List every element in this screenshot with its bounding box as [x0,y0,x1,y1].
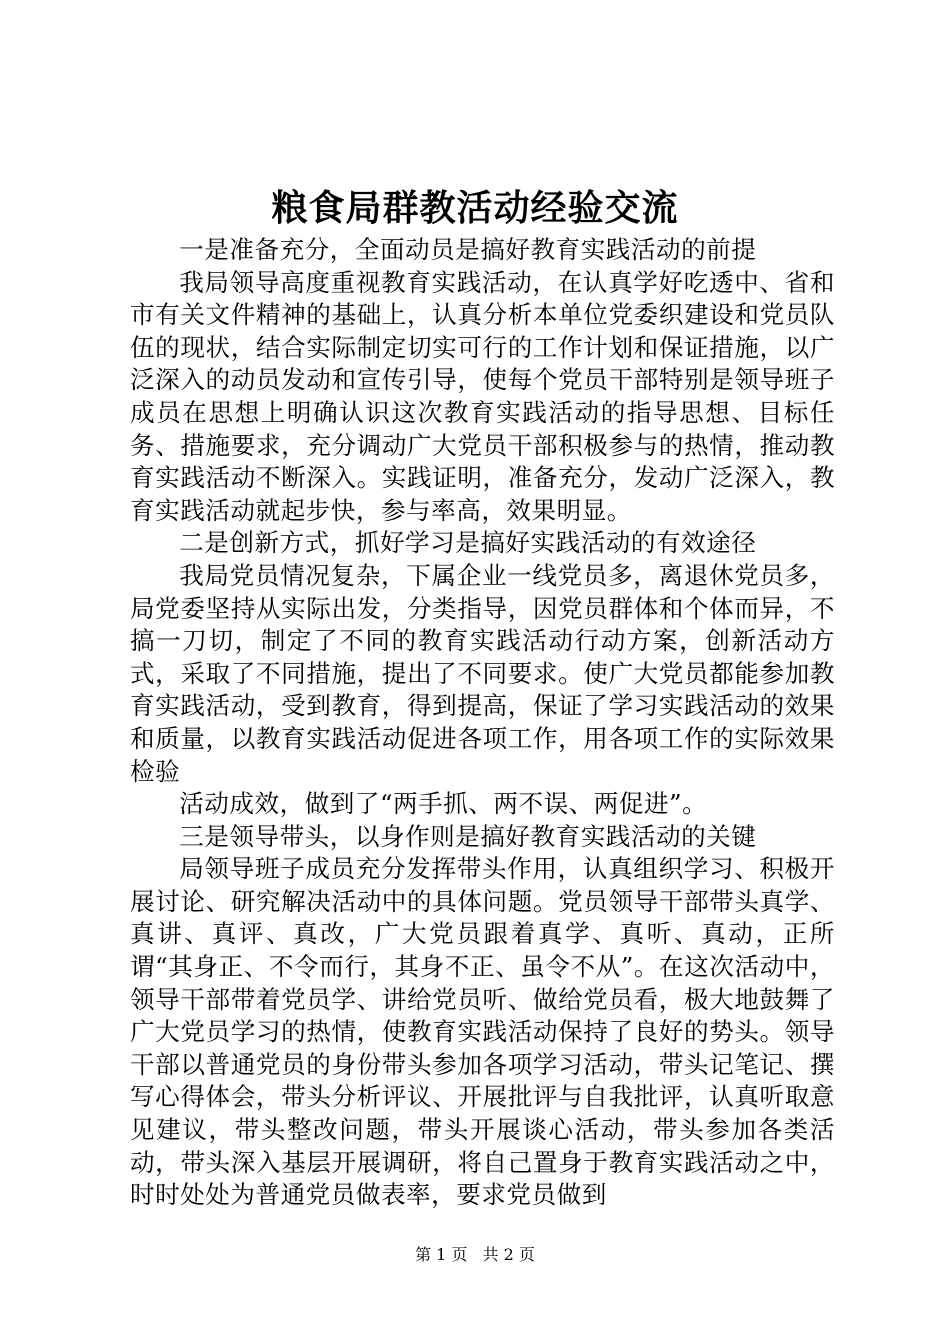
paragraph-4: 局领导班子成员充分发挥带头作用，认真组织学习、积极开展讨论、研究解决活动中的具体问题。党员领导干部带头真学、真讲、真评、真改，广大党员跟着真学、真听、真动，正所谓“其身正、不令而行，其身不正、虽令不从”。在这次活动中，领导干部带着党员学、讲给党员听、做给党员看，极大地鼓舞了广大党员学习的热情，使教育实践活动保持了良好的势头。领导干部以普通党员的身份带头参加各项学习活动，带头记笔记、撰写心得体会，带头分析评议、开展批评与自我批评，认真听取意见建议，带头整改问题，带头开展谈心活动，带头参加各类活动，带头深入基层开展调研，将自己置身于教育实践活动之中，时时处处为普通党员做表率，要求党员做到 [130,854,835,1210]
section-heading-3: 三是领导带头，以身作则是搞好教育实践活动的关键 [179,821,757,851]
page-count: 共 2 页 [482,1245,535,1264]
section-heading-1: 一是准备充分，全面动员是搞好教育实践活动的前提 [179,235,757,264]
document-title: 粮食局群教活动经验交流 [271,187,679,229]
page-footer [0,1245,950,1265]
section-heading-2: 二是创新方式，抓好学习是搞好实践活动的有效途径 [179,528,757,558]
paragraph-1: 我局领导高度重视教育实践活动，在认真学好吃透中、省和市有关文件精神的基础上，认真分析本单位党委织建设和党员队伍的现状，结合实际制定切实可行的工作计划和保证措施，以广泛深入的动员发动和宣传引导，使每个党员干部特别是领导班子成员在思想上明确认识这次教育实践活动的指导思想、目标任务、措施要求，充分调动广大党员干部积极参与的热情，推动教育实践活动不断深入。实践证明，准备充分，发动广泛深入，教育实践活动就起步快，参与率高，效果明显。 [130,267,835,525]
document-body [130,234,835,1212]
paragraph-2: 我局党员情况复杂，下属企业一线党员多，离退休党员多，局党委坚持从实际出发，分类指导，因党员群体和个体而异，不搞一刀切，制定了不同的教育实践活动行动方案，创新活动方式，采取了不同措施，提出了不同要求。使广大党员都能参加教育实践活动，受到教育，得到提高，保证了学习实践活动的效果和质量，以教育实践活动促进各项工作，用各项工作的实际效果检验 [130,560,835,786]
paragraph-3: 活动成效，做到了“两手抓、两不误、两促进”。 [179,789,708,819]
page-number: 第 1 页 [415,1245,468,1264]
